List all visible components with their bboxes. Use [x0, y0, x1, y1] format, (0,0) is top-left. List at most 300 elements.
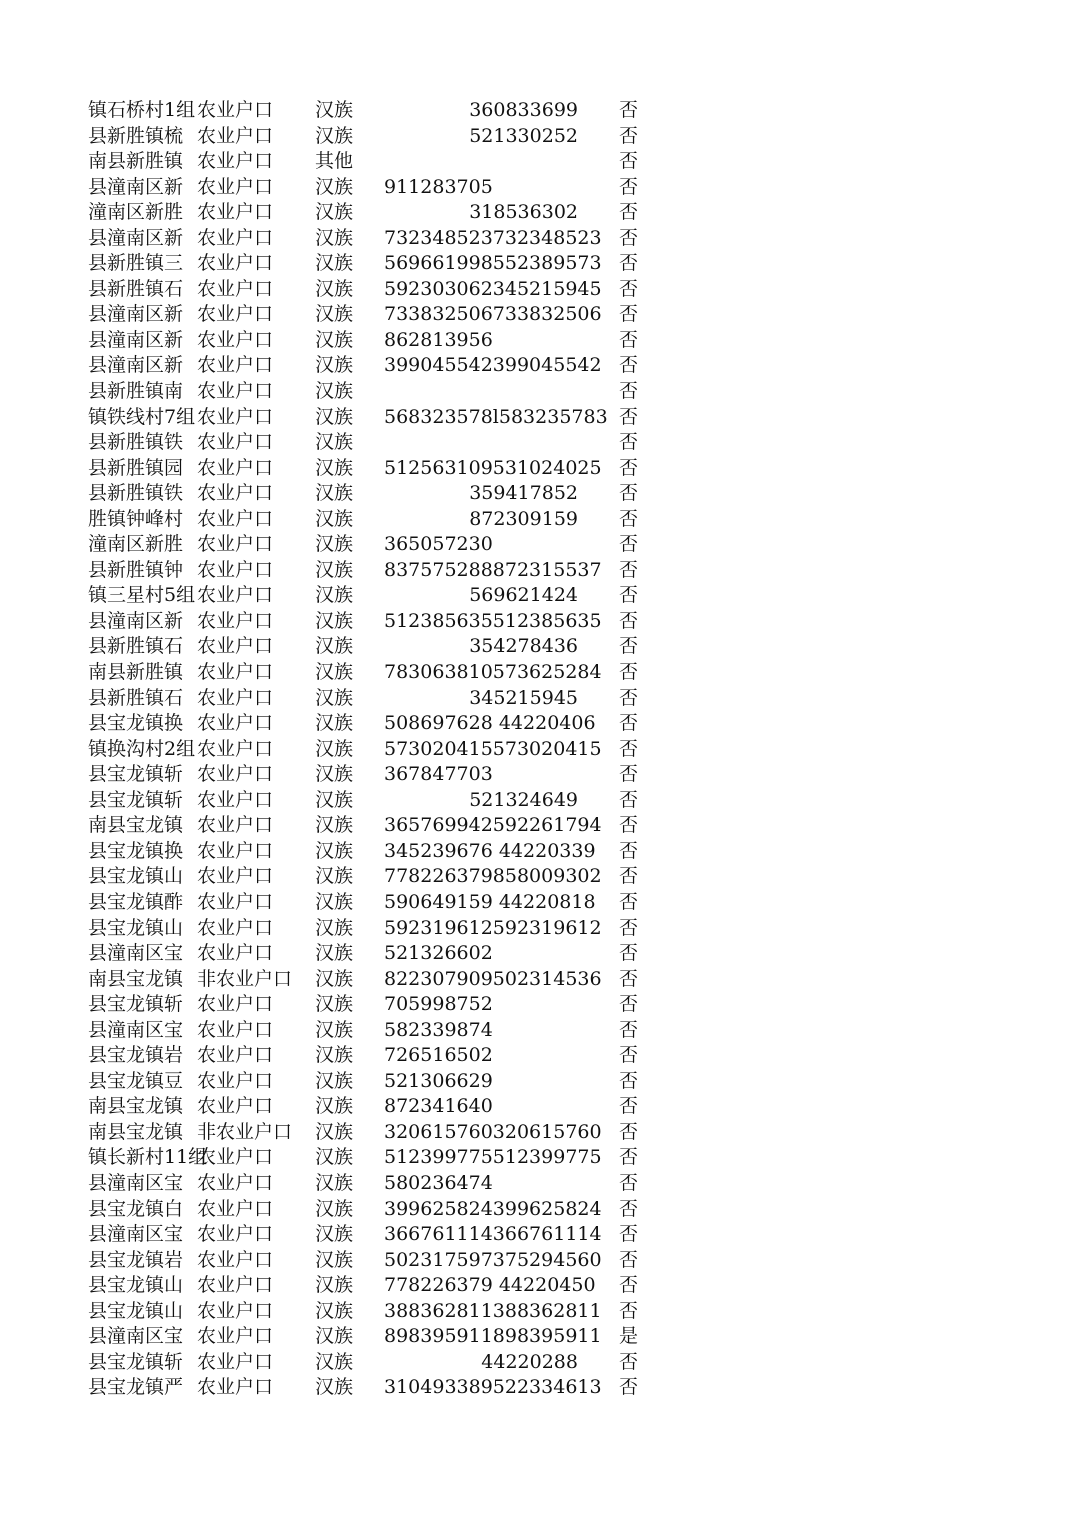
table-row [0, 686, 1075, 712]
ethnicity-cell: 汉族 [315, 1095, 354, 1118]
household-type-cell: 农业户口 [197, 890, 274, 913]
flag-cell: 否 [619, 1146, 639, 1169]
address-cell: 县潼南区宝 [88, 1325, 184, 1348]
number-cell: 508697628 44220406 [384, 712, 596, 735]
ethnicity-cell: 汉族 [315, 482, 354, 505]
table-row [0, 226, 1075, 252]
number-cell: 318536302 [469, 201, 578, 224]
flag-cell: 否 [619, 507, 639, 530]
household-type-cell: 农业户口 [197, 865, 274, 888]
ethnicity-cell: 汉族 [315, 456, 354, 479]
household-type-cell: 农业户口 [197, 839, 274, 862]
household-type-cell: 农业户口 [197, 788, 274, 811]
flag-cell: 是 [619, 1325, 639, 1348]
flag-cell: 否 [619, 1248, 639, 1271]
flag-cell: 否 [619, 533, 639, 556]
flag-cell: 否 [619, 865, 639, 888]
address-cell: 县宝龙镇山 [88, 1274, 184, 1297]
ethnicity-cell: 汉族 [315, 124, 354, 147]
address-cell: 县宝龙镇白 [88, 1197, 184, 1220]
address-cell: 县新胜镇梳 [88, 124, 184, 147]
household-type-cell: 农业户口 [197, 507, 274, 530]
address-cell: 县宝龙镇岩 [88, 1248, 184, 1271]
flag-cell: 否 [619, 814, 639, 837]
number-cell: 345239676 44220339 [384, 839, 596, 862]
number-cell: 360833699 [469, 99, 578, 121]
flag-cell: 否 [619, 1223, 639, 1246]
number-cell: 732348523732348523 [384, 226, 602, 249]
ethnicity-cell: 汉族 [315, 1248, 354, 1271]
flag-cell: 否 [619, 226, 639, 249]
table-row [0, 1094, 1075, 1120]
address-cell: 县宝龙镇斩 [88, 1350, 184, 1373]
household-type-cell: 农业户口 [197, 277, 274, 300]
table-row [0, 175, 1075, 201]
address-cell: 县新胜镇南 [88, 380, 184, 403]
flag-cell: 否 [619, 431, 639, 454]
table-row [0, 1069, 1075, 1095]
address-cell: 县新胜镇石 [88, 635, 184, 658]
address-cell: 镇长新村11组 [88, 1146, 208, 1169]
ethnicity-cell: 汉族 [315, 1120, 354, 1143]
number-cell: 862813956 [384, 328, 493, 351]
table-row [0, 1273, 1075, 1299]
table-row [0, 200, 1075, 226]
number-cell: 512563109531024025 [384, 456, 602, 479]
flag-cell: 否 [619, 277, 639, 300]
flag-cell: 否 [619, 839, 639, 862]
household-type-cell: 农业户口 [197, 533, 274, 556]
flag-cell: 否 [619, 252, 639, 275]
household-type-cell: 农业户口 [197, 405, 274, 428]
number-cell: 592303062345215945 [384, 277, 602, 300]
number-cell: 388362811388362811 [384, 1299, 602, 1322]
ethnicity-cell: 汉族 [315, 865, 354, 888]
flag-cell: 否 [619, 1171, 639, 1194]
address-cell: 县新胜镇钟 [88, 558, 184, 581]
flag-cell: 否 [619, 1044, 639, 1067]
number-cell: 778226379 44220450 [384, 1274, 596, 1297]
address-cell: 县宝龙镇岩 [88, 1044, 184, 1067]
number-cell: 354278436 [469, 635, 578, 658]
household-type-cell: 农业户口 [197, 175, 274, 198]
address-cell: 县宝龙镇山 [88, 865, 184, 888]
flag-cell: 否 [619, 967, 639, 990]
flag-cell: 否 [619, 1376, 639, 1399]
ethnicity-cell: 汉族 [315, 1197, 354, 1220]
flag-cell: 否 [619, 788, 639, 811]
household-type-cell: 农业户口 [197, 1044, 274, 1067]
table-row [0, 711, 1075, 737]
table-row [0, 1018, 1075, 1044]
flag-cell: 否 [619, 482, 639, 505]
flag-cell: 否 [619, 686, 639, 709]
ethnicity-cell: 汉族 [315, 814, 354, 837]
ethnicity-cell: 汉族 [315, 1350, 354, 1373]
ethnicity-cell: 汉族 [315, 737, 354, 760]
number-cell: 345215945 [469, 686, 578, 709]
flag-cell: 否 [619, 328, 639, 351]
number-cell: 367847703 [384, 763, 493, 786]
table-row [0, 481, 1075, 507]
table-row [0, 762, 1075, 788]
household-type-cell: 农业户口 [197, 686, 274, 709]
number-cell: 399045542399045542 [384, 354, 602, 377]
ethnicity-cell: 汉族 [315, 788, 354, 811]
ethnicity-cell: 汉族 [315, 252, 354, 275]
ethnicity-cell: 汉族 [315, 609, 354, 632]
flag-cell: 否 [619, 1299, 639, 1322]
number-cell: 778226379858009302 [384, 865, 602, 888]
table-row [0, 507, 1075, 533]
household-type-cell: 农业户口 [197, 916, 274, 939]
address-cell: 镇换沟村2组 [88, 737, 196, 760]
address-cell: 县新胜镇铁 [88, 431, 184, 454]
address-cell: 县潼南区新 [88, 303, 184, 326]
address-cell: 县宝龙镇换 [88, 712, 184, 735]
household-type-cell: 农业户口 [197, 1223, 274, 1246]
address-cell: 南县新胜镇 [88, 661, 184, 684]
household-type-cell: 非农业户口 [197, 967, 293, 990]
flag-cell: 否 [619, 942, 639, 965]
household-type-cell: 农业户口 [197, 1197, 274, 1220]
address-cell: 南县宝龙镇 [88, 1095, 184, 1118]
number-cell: 521324649 [469, 788, 578, 811]
ethnicity-cell: 汉族 [315, 558, 354, 581]
household-type-cell: 农业户口 [197, 380, 274, 403]
number-cell: 365769942592261794 [384, 814, 602, 837]
ethnicity-cell: 汉族 [315, 942, 354, 965]
table-row [0, 379, 1075, 405]
number-cell: 911283705 [384, 175, 493, 198]
table-row [0, 1043, 1075, 1069]
flag-cell: 否 [619, 1274, 639, 1297]
table-row [0, 660, 1075, 686]
number-cell: 705998752 [384, 993, 493, 1016]
household-type-cell: 农业户口 [197, 1018, 274, 1041]
table-row [0, 1197, 1075, 1223]
table-row [0, 864, 1075, 890]
household-type-cell: 农业户口 [197, 558, 274, 581]
ethnicity-cell: 汉族 [315, 635, 354, 658]
household-type-cell: 农业户口 [197, 1248, 274, 1271]
address-cell: 县新胜镇石 [88, 686, 184, 709]
number-cell: 573020415573020415 [384, 737, 602, 760]
ethnicity-cell: 汉族 [315, 533, 354, 556]
address-cell: 县宝龙镇山 [88, 1299, 184, 1322]
table-row [0, 583, 1075, 609]
flag-cell: 否 [619, 1095, 639, 1118]
household-type-cell: 农业户口 [197, 942, 274, 965]
ethnicity-cell: 其他 [315, 150, 354, 173]
address-cell: 县宝龙镇豆 [88, 1069, 184, 1092]
household-type-cell: 农业户口 [197, 737, 274, 760]
ethnicity-cell: 汉族 [315, 277, 354, 300]
table-row [0, 124, 1075, 150]
household-type-cell: 农业户口 [197, 226, 274, 249]
ethnicity-cell: 汉族 [315, 303, 354, 326]
address-cell: 镇石桥村1组 [88, 99, 196, 121]
number-cell: 733832506733832506 [384, 303, 602, 326]
table-row [0, 1171, 1075, 1197]
number-cell: 837575288872315537 [384, 558, 602, 581]
address-cell: 南县新胜镇 [88, 150, 184, 173]
household-type-cell: 农业户口 [197, 124, 274, 147]
table-row [0, 1350, 1075, 1376]
flag-cell: 否 [619, 456, 639, 479]
table-row [0, 967, 1075, 993]
household-type-cell: 农业户口 [197, 1095, 274, 1118]
ethnicity-cell: 汉族 [315, 993, 354, 1016]
flag-cell: 否 [619, 1018, 639, 1041]
flag-cell: 否 [619, 354, 639, 377]
ethnicity-cell: 汉族 [315, 354, 354, 377]
flag-cell: 否 [619, 993, 639, 1016]
number-cell: 502317597375294560 [384, 1248, 602, 1271]
address-cell: 县新胜镇铁 [88, 482, 184, 505]
flag-cell: 否 [619, 150, 639, 173]
household-type-cell: 农业户口 [197, 1325, 274, 1348]
address-cell: 县宝龙镇斩 [88, 788, 184, 811]
table-row [0, 532, 1075, 558]
number-cell: 569661998552389573 [384, 252, 602, 275]
ethnicity-cell: 汉族 [315, 1223, 354, 1246]
household-type-cell: 农业户口 [197, 661, 274, 684]
household-type-cell: 农业户口 [197, 303, 274, 326]
flag-cell: 否 [619, 303, 639, 326]
address-cell: 县潼南区新 [88, 328, 184, 351]
address-cell: 县新胜镇石 [88, 277, 184, 300]
flag-cell: 否 [619, 737, 639, 760]
address-cell: 潼南区新胜 [88, 533, 184, 556]
number-cell: 898395911898395911 [384, 1325, 602, 1348]
table-row [0, 328, 1075, 354]
flag-cell: 否 [619, 99, 639, 121]
flag-cell: 否 [619, 916, 639, 939]
number-cell: 783063810573625284 [384, 661, 602, 684]
number-cell: 310493389522334613 [384, 1376, 602, 1399]
household-type-cell: 农业户口 [197, 993, 274, 1016]
number-cell: 512399775512399775 [384, 1146, 602, 1169]
table-row [0, 788, 1075, 814]
ethnicity-cell: 汉族 [315, 328, 354, 351]
flag-cell: 否 [619, 609, 639, 632]
ethnicity-cell: 汉族 [315, 431, 354, 454]
ethnicity-cell: 汉族 [315, 1299, 354, 1322]
table-row [0, 353, 1075, 379]
number-cell: 521330252 [469, 124, 578, 147]
address-cell: 县潼南区宝 [88, 1018, 184, 1041]
address-cell: 县潼南区宝 [88, 1223, 184, 1246]
household-type-cell: 农业户口 [197, 431, 274, 454]
address-cell: 潼南区新胜 [88, 201, 184, 224]
address-cell: 县宝龙镇换 [88, 839, 184, 862]
household-type-cell: 农业户口 [197, 252, 274, 275]
address-cell: 县新胜镇三 [88, 252, 184, 275]
number-cell: 359417852 [469, 482, 578, 505]
address-cell: 镇铁线村7组 [88, 405, 196, 428]
table-row [0, 302, 1075, 328]
ethnicity-cell: 汉族 [315, 686, 354, 709]
ethnicity-cell: 汉族 [315, 405, 354, 428]
household-type-cell: 农业户口 [197, 1146, 274, 1169]
number-cell: 512385635512385635 [384, 609, 602, 632]
table-row [0, 277, 1075, 303]
address-cell: 南县宝龙镇 [88, 1120, 184, 1143]
household-type-cell: 农业户口 [197, 1299, 274, 1322]
table-row [0, 251, 1075, 277]
flag-cell: 否 [619, 584, 639, 607]
address-cell: 县宝龙镇斩 [88, 993, 184, 1016]
ethnicity-cell: 汉族 [315, 712, 354, 735]
ethnicity-cell: 汉族 [315, 1069, 354, 1092]
table-row [0, 1145, 1075, 1171]
ethnicity-cell: 汉族 [315, 99, 354, 121]
number-cell: 582339874 [384, 1018, 493, 1041]
table-row [0, 98, 1075, 124]
address-cell: 县宝龙镇山 [88, 916, 184, 939]
number-cell: 872309159 [469, 507, 578, 530]
address-cell: 县宝龙镇严 [88, 1376, 184, 1399]
household-type-cell: 农业户口 [197, 1274, 274, 1297]
table-row [0, 992, 1075, 1018]
table-row [0, 839, 1075, 865]
table-row [0, 634, 1075, 660]
number-cell: 366761114366761114 [384, 1223, 602, 1246]
household-type-cell: 农业户口 [197, 712, 274, 735]
ethnicity-cell: 汉族 [315, 890, 354, 913]
ethnicity-cell: 汉族 [315, 1376, 354, 1399]
address-cell: 南县宝龙镇 [88, 967, 184, 990]
household-type-cell: 农业户口 [197, 150, 274, 173]
flag-cell: 否 [619, 380, 639, 403]
number-cell: 569621424 [469, 584, 578, 607]
address-cell: 县潼南区新 [88, 226, 184, 249]
household-type-cell: 农业户口 [197, 201, 274, 224]
ethnicity-cell: 汉族 [315, 1274, 354, 1297]
household-type-cell: 农业户口 [197, 635, 274, 658]
ethnicity-cell: 汉族 [315, 584, 354, 607]
table-row [0, 1375, 1075, 1401]
table-row [0, 1248, 1075, 1274]
address-cell: 县潼南区新 [88, 354, 184, 377]
ethnicity-cell: 汉族 [315, 507, 354, 530]
ethnicity-cell: 汉族 [315, 1171, 354, 1194]
ethnicity-cell: 汉族 [315, 661, 354, 684]
table-row [0, 890, 1075, 916]
ethnicity-cell: 汉族 [315, 175, 354, 198]
ethnicity-cell: 汉族 [315, 1044, 354, 1067]
table-row [0, 609, 1075, 635]
household-type-cell: 农业户口 [197, 1171, 274, 1194]
table-row [0, 1120, 1075, 1146]
address-cell: 县宝龙镇斩 [88, 763, 184, 786]
address-cell: 镇三星村5组 [88, 584, 196, 607]
flag-cell: 否 [619, 712, 639, 735]
flag-cell: 否 [619, 405, 639, 428]
table-row [0, 813, 1075, 839]
household-type-cell: 农业户口 [197, 609, 274, 632]
flag-cell: 否 [619, 1350, 639, 1373]
flag-cell: 否 [619, 1120, 639, 1143]
table-row [0, 941, 1075, 967]
ethnicity-cell: 汉族 [315, 839, 354, 862]
table-row [0, 1299, 1075, 1325]
flag-cell: 否 [619, 635, 639, 658]
number-cell: 521306629 [384, 1069, 493, 1092]
table-row [0, 149, 1075, 175]
household-type-cell: 农业户口 [197, 1069, 274, 1092]
address-cell: 县宝龙镇酢 [88, 890, 184, 913]
number-cell: 726516502 [384, 1044, 493, 1067]
address-cell: 南县宝龙镇 [88, 814, 184, 837]
household-type-cell: 农业户口 [197, 814, 274, 837]
household-type-cell: 农业户口 [197, 99, 274, 121]
number-cell: 568323578l583235783 [384, 405, 608, 428]
household-type-cell: 农业户口 [197, 482, 274, 505]
flag-cell: 否 [619, 1197, 639, 1220]
number-cell: 44220288 [481, 1350, 578, 1373]
table-row [0, 1222, 1075, 1248]
flag-cell: 否 [619, 558, 639, 581]
table-row [0, 1324, 1075, 1350]
household-type-cell: 农业户口 [197, 584, 274, 607]
address-cell: 县潼南区宝 [88, 942, 184, 965]
flag-cell: 否 [619, 201, 639, 224]
ethnicity-cell: 汉族 [315, 226, 354, 249]
household-type-cell: 农业户口 [197, 456, 274, 479]
number-cell: 822307909502314536 [384, 967, 602, 990]
number-cell: 521326602 [384, 942, 493, 965]
number-cell: 399625824399625824 [384, 1197, 602, 1220]
spreadsheet-table [0, 98, 1075, 1401]
household-type-cell: 农业户口 [197, 328, 274, 351]
number-cell: 872341640 [384, 1095, 493, 1118]
number-cell: 580236474 [384, 1171, 493, 1194]
household-type-cell: 非农业户口 [197, 1120, 293, 1143]
ethnicity-cell: 汉族 [315, 967, 354, 990]
flag-cell: 否 [619, 661, 639, 684]
household-type-cell: 农业户口 [197, 1350, 274, 1373]
ethnicity-cell: 汉族 [315, 201, 354, 224]
flag-cell: 否 [619, 763, 639, 786]
flag-cell: 否 [619, 1069, 639, 1092]
ethnicity-cell: 汉族 [315, 1018, 354, 1041]
household-type-cell: 农业户口 [197, 354, 274, 377]
ethnicity-cell: 汉族 [315, 380, 354, 403]
ethnicity-cell: 汉族 [315, 763, 354, 786]
address-cell: 县潼南区新 [88, 175, 184, 198]
flag-cell: 否 [619, 124, 639, 147]
table-row [0, 430, 1075, 456]
table-row [0, 558, 1075, 584]
household-type-cell: 农业户口 [197, 1376, 274, 1399]
table-row [0, 737, 1075, 763]
ethnicity-cell: 汉族 [315, 1146, 354, 1169]
number-cell: 320615760320615760 [384, 1120, 602, 1143]
table-row [0, 405, 1075, 431]
flag-cell: 否 [619, 175, 639, 198]
number-cell: 365057230 [384, 533, 493, 556]
address-cell: 县潼南区新 [88, 609, 184, 632]
table-row [0, 456, 1075, 482]
address-cell: 县新胜镇园 [88, 456, 184, 479]
address-cell: 胜镇钟峰村 [88, 507, 184, 530]
flag-cell: 否 [619, 890, 639, 913]
ethnicity-cell: 汉族 [315, 1325, 354, 1348]
ethnicity-cell: 汉族 [315, 916, 354, 939]
number-cell: 590649159 44220818 [384, 890, 596, 913]
